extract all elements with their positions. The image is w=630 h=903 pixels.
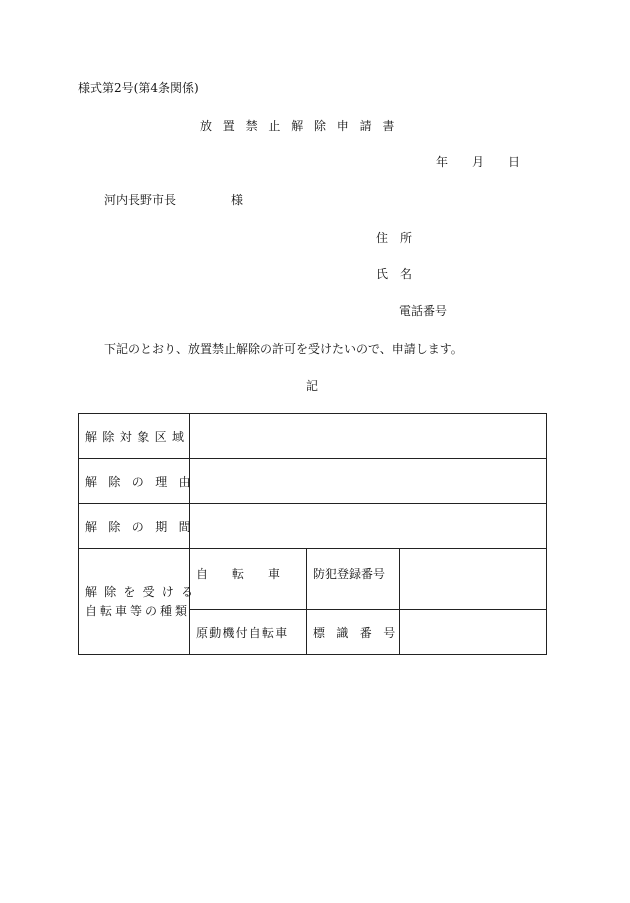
period-label-cell	[79, 504, 203, 549]
type-label-cell	[79, 549, 201, 655]
bicycle-reg-value-field[interactable]	[400, 549, 547, 610]
moped-reg-label: 標識番号	[313, 625, 407, 640]
period-value-field[interactable]	[190, 504, 547, 549]
moped-label: 原動機付自転車	[196, 625, 289, 640]
addressee-name: 河内長野市長	[104, 193, 177, 207]
reason-label-cell	[79, 459, 203, 504]
area-label-cell	[79, 414, 190, 459]
moped-label-cell	[190, 610, 307, 655]
area-label: 解除対象区域	[85, 429, 190, 444]
reason-value-field[interactable]	[190, 459, 547, 504]
table-row-bicycle	[79, 549, 547, 610]
date-month-label: 月	[472, 155, 485, 169]
bicycle-reg-label-cell	[307, 549, 400, 610]
application-statement: 下記のとおり、放置禁止解除の許可を受けたいので、申請します。	[104, 342, 463, 356]
application-table	[78, 413, 547, 655]
form-number: 様式第2号(第4条関係)	[78, 81, 199, 95]
applicant-phone-label: 電話番号	[399, 304, 448, 318]
type-label-line2: 自転車等の種類	[85, 603, 191, 618]
bicycle-reg-label: 防犯登録番号	[313, 567, 386, 581]
bicycle-label: 自 転 車	[196, 567, 281, 581]
table-row-area	[79, 414, 547, 459]
applicant-name-label: 氏 名	[376, 267, 413, 281]
type-label-line1: 解除を受ける	[85, 584, 201, 599]
document-title: 放置禁止解除申請書	[200, 119, 406, 133]
reason-label: 解除の理由	[85, 474, 203, 489]
bicycle-label-cell	[190, 549, 307, 610]
ki-heading: 記	[306, 379, 319, 393]
area-value-field[interactable]	[190, 414, 547, 459]
date-day-label: 日	[508, 155, 521, 169]
table-row-reason	[79, 459, 547, 504]
table-row-period	[79, 504, 547, 549]
applicant-address-label: 住 所	[376, 231, 413, 245]
date-year-label: 年	[436, 155, 449, 169]
addressee-honorific: 様	[231, 193, 244, 207]
moped-reg-label-cell	[307, 610, 407, 655]
period-label: 解除の期間	[85, 519, 203, 534]
moped-reg-value-field[interactable]	[400, 610, 547, 655]
